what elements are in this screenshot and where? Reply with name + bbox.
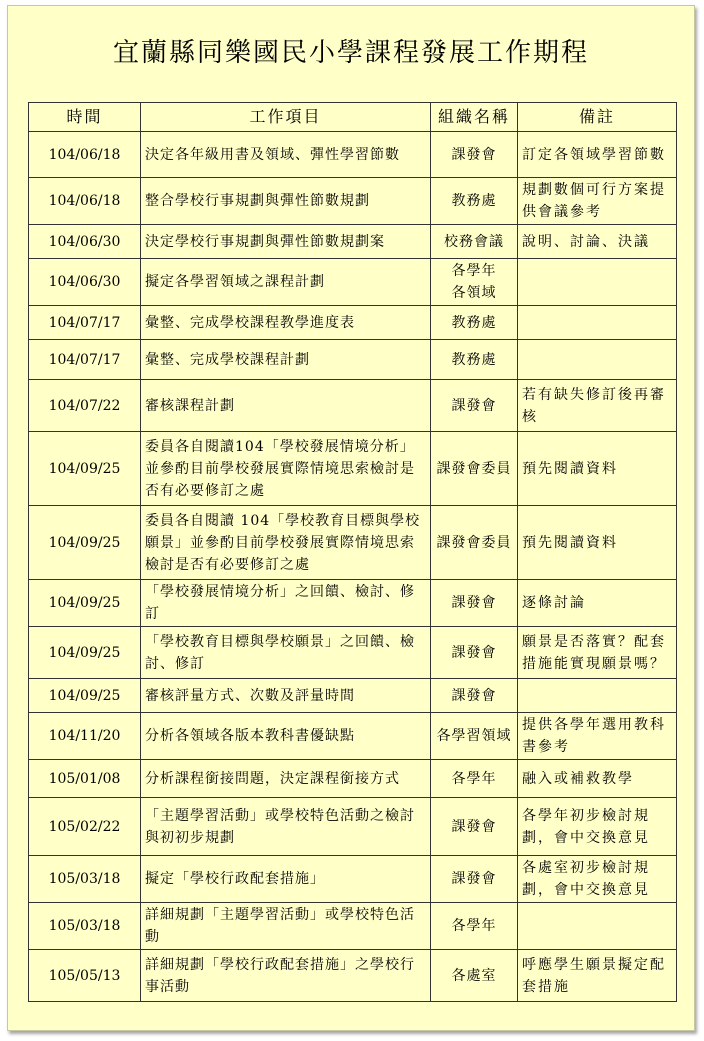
cell-date: 104/07/17 — [29, 306, 141, 340]
cell-task: 「學校教育目標與學校願景」之回饋、檢討、修訂 — [141, 627, 431, 679]
cell-date: 104/07/22 — [29, 380, 141, 432]
cell-date: 104/09/25 — [29, 506, 141, 580]
table-row — [29, 432, 677, 506]
cell-task: 擬定各學習領域之課程計劃 — [141, 259, 431, 306]
cell-task: 決定各年級用書及領域、彈性學習節數 — [141, 132, 431, 178]
cell-date: 104/07/17 — [29, 340, 141, 380]
cell-note: 提供各學年選用教科書參考 — [518, 713, 677, 760]
cell-org: 課發會 — [431, 580, 518, 627]
cell-note — [518, 679, 677, 713]
cell-task: 彙整、完成學校課程教學進度表 — [141, 306, 431, 340]
cell-org: 課發會 — [431, 132, 518, 178]
cell-org: 各學年 — [431, 903, 518, 950]
cell-note: 各學年初步檢討規劃，會中交換意見 — [518, 798, 677, 856]
cell-note — [518, 306, 677, 340]
cell-org: 教務處 — [431, 340, 518, 380]
cell-date: 104/06/18 — [29, 132, 141, 178]
cell-date: 104/06/30 — [29, 225, 141, 259]
cell-date: 105/05/13 — [29, 950, 141, 1002]
cell-org: 課發會 — [431, 380, 518, 432]
cell-date: 105/03/18 — [29, 903, 141, 950]
document-page — [7, 5, 695, 1031]
cell-note: 預先閱讀資料 — [518, 432, 677, 506]
table-row — [29, 225, 677, 259]
cell-org: 教務處 — [431, 178, 518, 225]
cell-task: 委員各自閱讀 104「學校教育目標與學校願景」並參酌目前學校發展實際情境思索檢討是否有必要修訂之處 — [141, 506, 431, 580]
table-row — [29, 760, 677, 798]
cell-date: 104/09/25 — [29, 679, 141, 713]
page-title: 宜蘭縣同樂國民小學課程發展工作期程 — [112, 38, 589, 68]
cell-task: 審核課程計劃 — [141, 380, 431, 432]
cell-note: 若有缺失修訂後再審核 — [518, 380, 677, 432]
cell-note: 各處室初步檢討規劃，會中交換意見 — [518, 856, 677, 903]
cell-org: 課發會委員 — [431, 432, 518, 506]
cell-org: 課發會 — [431, 856, 518, 903]
cell-task: 分析各領域各版本教科書優缺點 — [141, 713, 431, 760]
cell-task: 詳細規劃「學校行政配套措施」之學校行事活動 — [141, 950, 431, 1002]
cell-date: 104/11/20 — [29, 713, 141, 760]
table-row — [29, 798, 677, 856]
column-header-org: 組織名稱 — [431, 103, 518, 132]
cell-note: 融入或補救教學 — [518, 760, 677, 798]
cell-note: 規劃數個可行方案提供會議參考 — [518, 178, 677, 225]
schedule-table — [28, 102, 677, 1002]
cell-note: 呼應學生願景擬定配套措施 — [518, 950, 677, 1002]
cell-note — [518, 903, 677, 950]
table-row — [29, 259, 677, 306]
cell-task: 彙整、完成學校課程計劃 — [141, 340, 431, 380]
cell-task: 分析課程銜接問題，決定課程銜接方式 — [141, 760, 431, 798]
cell-org: 各學習領域 — [431, 713, 518, 760]
table-header-row — [29, 103, 677, 132]
cell-note: 說明、討論、決議 — [518, 225, 677, 259]
cell-task: 「主題學習活動」或學校特色活動之檢討與初初步規劃 — [141, 798, 431, 856]
table-row — [29, 856, 677, 903]
cell-task: 「學校發展情境分析」之回饋、檢討、修訂 — [141, 580, 431, 627]
table-row — [29, 132, 677, 178]
table-row — [29, 713, 677, 760]
cell-org: 課發會委員 — [431, 506, 518, 580]
table-row — [29, 627, 677, 679]
column-header-task: 工作項目 — [141, 103, 431, 132]
table-row — [29, 679, 677, 713]
table-row — [29, 306, 677, 340]
table-row — [29, 506, 677, 580]
cell-date: 104/09/25 — [29, 432, 141, 506]
cell-date: 104/09/25 — [29, 580, 141, 627]
cell-org: 課發會 — [431, 679, 518, 713]
cell-date: 105/03/18 — [29, 856, 141, 903]
cell-org: 各處室 — [431, 950, 518, 1002]
table-row — [29, 950, 677, 1002]
table-row — [29, 340, 677, 380]
cell-note: 預先閱讀資料 — [518, 506, 677, 580]
cell-org: 各學年 — [431, 760, 518, 798]
cell-org: 校務會議 — [431, 225, 518, 259]
cell-date: 104/06/18 — [29, 178, 141, 225]
cell-date: 105/01/08 — [29, 760, 141, 798]
cell-org: 課發會 — [431, 627, 518, 679]
cell-org: 各學年 各領域 — [431, 259, 518, 306]
cell-note — [518, 340, 677, 380]
cell-date: 104/06/30 — [29, 259, 141, 306]
cell-note: 願景是否落實？配套措施能實現願景嗎？ — [518, 627, 677, 679]
cell-task: 決定學校行事規劃與彈性節數規劃案 — [141, 225, 431, 259]
table-row — [29, 580, 677, 627]
table-row — [29, 178, 677, 225]
column-header-time: 時間 — [29, 103, 141, 132]
cell-note: 訂定各領域學習節數 — [518, 132, 677, 178]
table-row — [29, 380, 677, 432]
cell-date: 104/09/25 — [29, 627, 141, 679]
cell-org: 教務處 — [431, 306, 518, 340]
cell-note: 逐條討論 — [518, 580, 677, 627]
table-row — [29, 903, 677, 950]
cell-date: 105/02/22 — [29, 798, 141, 856]
cell-task: 詳細規劃「主題學習活動」或學校特色活動 — [141, 903, 431, 950]
column-header-note: 備註 — [518, 103, 677, 132]
cell-org: 課發會 — [431, 798, 518, 856]
cell-task: 審核評量方式、次數及評量時間 — [141, 679, 431, 713]
cell-task: 委員各自閱讀104「學校發展情境分析」並參酌目前學校發展實際情境思索檢討是否有必要修訂之處 — [141, 432, 431, 506]
cell-task: 擬定「學校行政配套措施」 — [141, 856, 431, 903]
cell-task: 整合學校行事規劃與彈性節數規劃 — [141, 178, 431, 225]
cell-note — [518, 259, 677, 306]
